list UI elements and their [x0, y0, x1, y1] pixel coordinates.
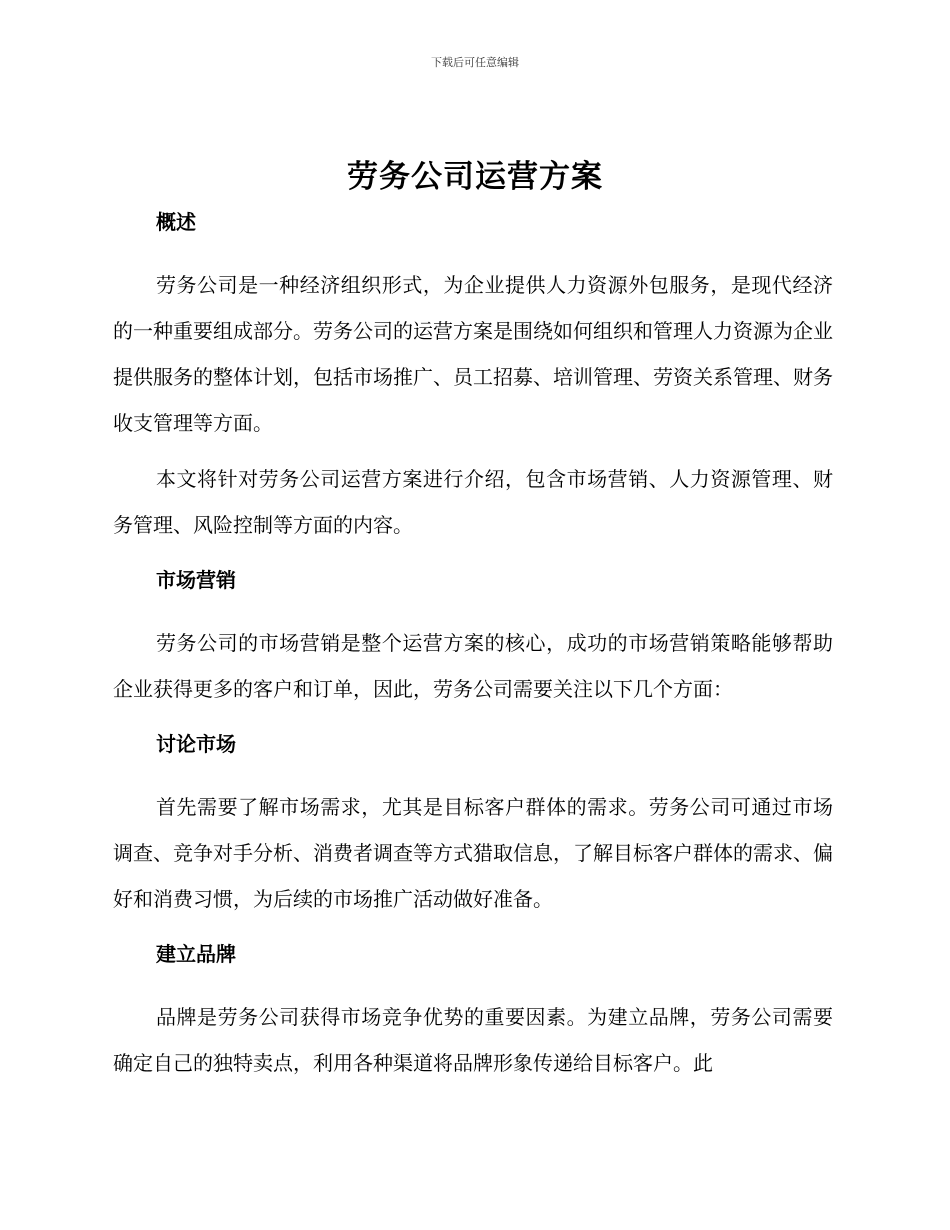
paragraph: 品牌是劳务公司获得市场竞争优势的重要因素。为建立品牌，劳务公司需要确定自己的独特卖点，利用各种渠道将品牌形象传递给目标客户。此: [113, 1005, 833, 1075]
paragraph: 本文将针对劳务公司运营方案进行介绍，包含市场营销、人力资源管理、财务管理、风险控制等方面的内容。: [113, 467, 833, 537]
section-heading-branding: 建立品牌: [156, 942, 236, 966]
paragraph: 首先需要了解市场需求，尤其是目标客户群体的需求。劳务公司可通过市场调查、竞争对手分析、消费者调查等方式猎取信息，了解目标客户群体的需求、偏好和消费习惯，为后续的市场推广活动做好准备。: [113, 795, 833, 911]
paragraph: 劳务公司是一种经济组织形式，为企业提供人力资源外包服务，是现代经济的一种重要组成部分。劳务公司的运营方案是围绕如何组织和管理人力资源为企业提供服务的整体计划，包括市场推广、员工招募、培训管理、劳资关系管理、财务收支管理等方面。: [113, 273, 833, 435]
section-heading-marketing: 市场营销: [156, 568, 236, 592]
document-title: 劳务公司运营方案: [347, 159, 603, 195]
header-note: 下载后可任意编辑: [431, 56, 519, 69]
section-heading-market-research: 讨论市场: [156, 732, 236, 756]
document-body: [113, 204, 833, 1086]
section-heading-overview: 概述: [156, 210, 196, 234]
paragraph: 劳务公司的市场营销是整个运营方案的核心，成功的市场营销策略能够帮助企业获得更多的客户和订单，因此，劳务公司需要关注以下几个方面：: [113, 631, 833, 701]
